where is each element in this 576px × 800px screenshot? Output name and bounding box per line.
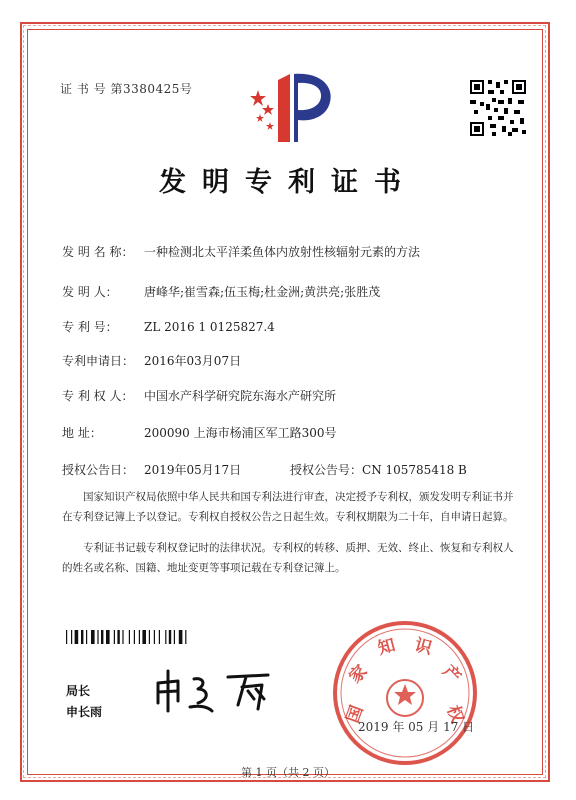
svg-text:国: 国 [342,702,368,726]
svg-text:识: 识 [412,635,435,660]
field-address: 地 址： 200090 上海市杨浦区军工路300号 [62,426,337,440]
official-seal-icon [330,618,480,768]
field-announcement-number: 授权公告号：CN 105785418 B [290,463,467,477]
signatory-name: 申长雨 [66,705,103,719]
svg-text:产: 产 [438,661,465,688]
svg-text:家: 家 [345,661,372,688]
qr-code-icon [468,78,528,138]
field-inventors: 发 明 人： 唐峰华;崔雪森;伍玉梅;杜金洲;黄洪亮;张胜茂 [62,285,381,299]
certificate-title: 发明专利证书 [159,167,417,198]
field-patentee: 专 利 权 人： 中国水产科学研究院东海水产研究所 [62,389,337,403]
grant-statement-paragraph: 国家知识产权局依照中华人民共和国专利法进行审查，决定授予专利权，颁发发明专利证书并在专利登记簿上予以登记。专利权自授权公告之日起生效。专利权期限为二十年，自申请日起算。 [62,491,514,523]
certificate-number: 证 书 号 第3380425号 [60,82,193,96]
field-grant-date: 授权公告日： 2019年05月17日 [62,463,242,477]
legal-status-paragraph: 专利证书记载专利权登记时的法律状况。专利权的转移、质押、无效、终止、恢复和专利权人的姓名或名称、国籍、地址变更等事项记载在专利登记簿上。 [62,542,514,574]
svg-text:权: 权 [442,702,468,726]
field-invention-name: 发 明 名 称： 一种检测北太平洋柔鱼体内放射性核辐射元素的方法 [62,245,421,259]
handwritten-signature-icon [150,665,300,715]
svg-text:知: 知 [375,635,398,660]
field-application-date: 专利申请日： 2016年03月07日 [62,354,242,368]
page-indicator: 第 1 页（共 2 页） [241,766,335,779]
field-patent-number: 专 利 号： ZL 2016 1 0125827.4 [62,320,275,334]
cnipa-emblem-icon [250,70,336,146]
seal-date: 2019 年 05 月 17 日 [358,720,475,734]
barcode-icon [66,630,236,644]
signatory-title: 局长 [66,684,91,698]
